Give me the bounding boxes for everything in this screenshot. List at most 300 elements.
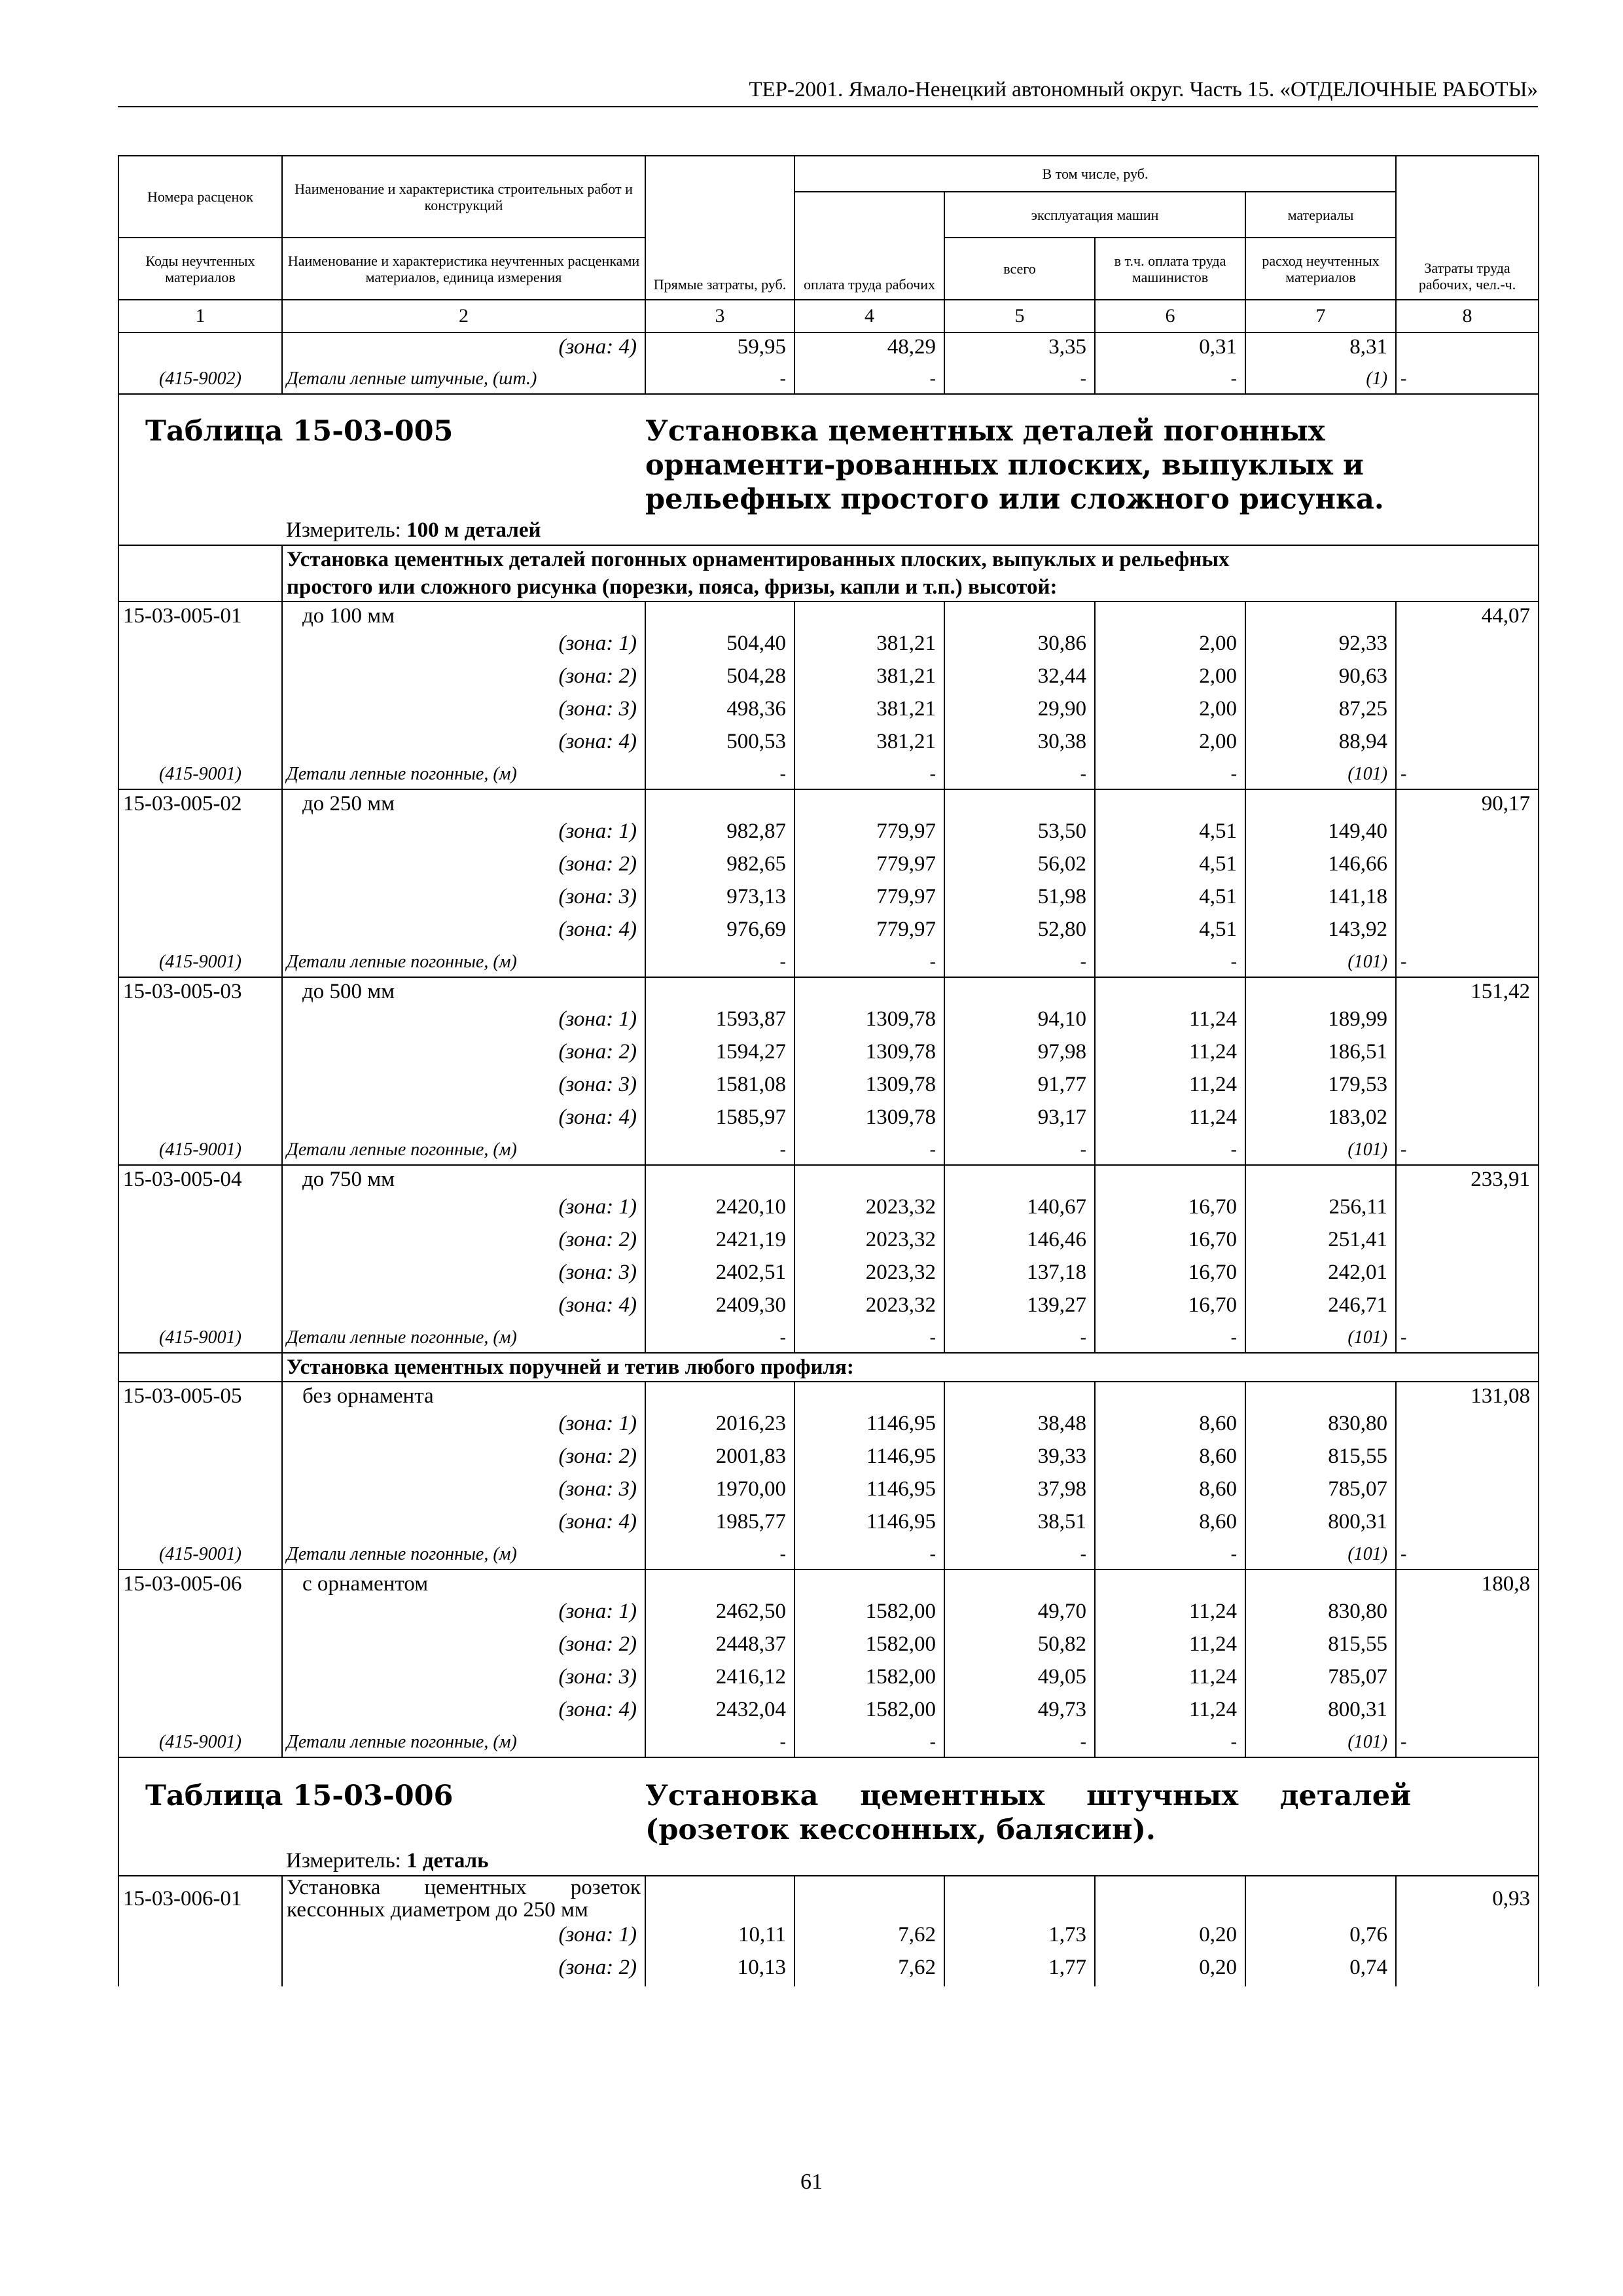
cell-operator-pay: 16,70 [1095,1226,1245,1259]
cell-direct-cost: 976,69 [645,916,794,948]
cell-operator-pay: 11,24 [1095,1038,1245,1071]
column-number: 1 [118,300,282,332]
dash: - [645,1324,794,1353]
cell-labor-pay: 1146,95 [794,1475,944,1508]
header-group: В том числе, руб. [794,156,1396,192]
cell-materials: 256,11 [1245,1193,1396,1226]
zone-row [118,1475,1539,1508]
zone-row [118,630,1539,662]
material-row [118,948,1539,977]
dash: - [645,1136,794,1165]
zone-label: (зона: 3) [282,1663,645,1696]
dash: - [794,948,944,977]
cell-operator-pay: 2,00 [1095,662,1245,695]
zone-row [118,1663,1539,1696]
cell-machines-total: 51,98 [944,883,1095,916]
cell-direct-cost: 982,65 [645,850,794,883]
cell-machines-total: 97,98 [944,1038,1095,1071]
cell-labor-pay: 1309,78 [794,1071,944,1103]
empty-cell [1396,817,1539,850]
empty-cell [1396,1005,1539,1038]
labor-hours: 233,91 [1396,1165,1539,1193]
cell-direct-cost: 2016,23 [645,1410,794,1443]
cell-direct-cost: 500,53 [645,728,794,761]
table-row [118,332,1539,365]
empty-cell [1095,1382,1245,1410]
empty-cell [944,1382,1095,1410]
material-code: (415-9001) [118,1324,282,1353]
dash: - [944,365,1095,394]
empty-cell [118,1410,282,1443]
labor-hours: 180,8 [1396,1570,1539,1598]
cell-labor-pay: 1146,95 [794,1410,944,1443]
cell-materials: 800,31 [1245,1508,1396,1541]
zone-row [118,1696,1539,1729]
cell-machines-total: 1,77 [944,1954,1095,1986]
meter-value: 1 деталь [406,1849,489,1873]
zone-label: (зона: 1) [282,630,645,662]
dash: - [645,1729,794,1757]
dash: - [794,1136,944,1165]
rate-name: до 100 мм [282,601,645,630]
cell-operator-pay: 4,51 [1095,883,1245,916]
zone-label: (зона: 4) [282,1103,645,1136]
empty-cell [118,1005,282,1038]
table-title: Установка цементных штучных деталей (розеток кессонных, балясин). [645,1780,1411,1846]
zone-label: (зона: 3) [282,1475,645,1508]
zone-row [118,850,1539,883]
zone-label: (зона: 4) [282,1291,645,1324]
cell-operator-pay: 11,24 [1095,1005,1245,1038]
dash: - [645,365,794,394]
cell-operator-pay: 2,00 [1095,630,1245,662]
zone-label: (зона: 1) [282,1598,645,1630]
cell-materials: 800,31 [1245,1696,1396,1729]
empty-cell [645,1382,794,1410]
header-col7: расход неучтенных материалов [1245,238,1396,300]
cell-materials: 785,07 [1245,1475,1396,1508]
dash: - [645,1541,794,1570]
empty-cell [1396,1508,1539,1541]
cell-machines-total: 37,98 [944,1475,1095,1508]
cell-materials: 141,18 [1245,883,1396,916]
cell-labor-pay: 2023,32 [794,1259,944,1291]
cell-materials: 88,94 [1245,728,1396,761]
empty-cell [1396,1226,1539,1259]
zone-label: (зона: 2) [282,1443,645,1475]
cell-direct-cost: 2421,19 [645,1226,794,1259]
zone-row [118,1291,1539,1324]
dash: - [944,1136,1095,1165]
meter-value: 100 м деталей [406,518,541,542]
cell-machines-total: 38,48 [944,1410,1095,1443]
empty-cell [118,1954,282,1986]
empty-cell [1245,601,1396,630]
zone-label: (зона: 2) [282,1038,645,1071]
table-row [118,1382,1539,1410]
dash: - [1396,365,1539,394]
zone-row [118,1921,1539,1954]
empty-cell [1396,1921,1539,1954]
material-qty: (101) [1245,1136,1396,1165]
cell-direct-cost: 1985,77 [645,1508,794,1541]
empty-cell [1396,662,1539,695]
zone-label: (зона: 4) [282,1508,645,1541]
dash: - [645,948,794,977]
empty-cell [118,1103,282,1136]
material-qty: (101) [1245,1729,1396,1757]
cell-operator-pay: 8,60 [1095,1508,1245,1541]
cell-labor-pay: 1146,95 [794,1443,944,1475]
rate-code: 15-03-005-04 [118,1165,282,1193]
empty-cell [944,1165,1095,1193]
empty-cell [944,977,1095,1005]
cell-operator-pay: 11,24 [1095,1663,1245,1696]
zone-row [118,1038,1539,1071]
section-heading: Установка цементных деталей погонных орнаментированных плоских, выпуклых и рельефных простого или сложного рисунка (порезки, пояса, фризы, капли и т.п.) высотой: [282,545,1396,601]
cell-labor-pay: 381,21 [794,728,944,761]
header-col1-bottom: Коды неучтенных материалов [118,238,282,300]
table-title: Установка цементных деталей погонных орнаменти-рованных плоских, выпуклых и рельефных простого или сложного рисунка. [645,415,1384,516]
cell-direct-cost: 1581,08 [645,1071,794,1103]
empty-cell [794,601,944,630]
empty-cell [118,695,282,728]
cell-materials: 830,80 [1245,1598,1396,1630]
empty-cell [1245,977,1396,1005]
column-number: 3 [645,300,794,332]
material-row [118,761,1539,789]
dash: - [1095,1541,1245,1570]
cell-labor-pay: 7,62 [794,1921,944,1954]
dash: - [944,1729,1095,1757]
empty-cell [794,1165,944,1193]
empty-cell [1245,1570,1396,1598]
cell-direct-cost: 2402,51 [645,1259,794,1291]
cell-materials: 815,55 [1245,1443,1396,1475]
cell-direct-cost: 973,13 [645,883,794,916]
empty-cell [1396,1071,1539,1103]
table-number: Таблица 15-03-006 [145,1780,454,1812]
cell-machines-total: 140,67 [944,1193,1095,1226]
dash: - [1396,948,1539,977]
cell-labor-pay: 779,97 [794,850,944,883]
material-code: (415-9002) [118,365,282,394]
cell-direct-cost: 2001,83 [645,1443,794,1475]
zone-label: (зона: 3) [282,1259,645,1291]
zone-row [118,1193,1539,1226]
cell-materials: 186,51 [1245,1038,1396,1071]
cell-machines-total: 52,80 [944,916,1095,948]
material-qty: (101) [1245,761,1396,789]
zone-label: (зона: 3) [282,695,645,728]
table-row [118,1570,1539,1598]
empty-cell [118,728,282,761]
empty-cell [118,1193,282,1226]
cell-machines-total: 49,05 [944,1663,1095,1696]
cell-machines-total: 30,86 [944,630,1095,662]
cell-machines-total: 49,73 [944,1696,1095,1729]
empty-cell [1396,1954,1539,1986]
cell-operator-pay: 11,24 [1095,1630,1245,1663]
cell-direct-cost: 1970,00 [645,1475,794,1508]
empty-cell [1396,1475,1539,1508]
meter-label: Измеритель: [286,1849,401,1873]
dash: - [1396,1324,1539,1353]
zone-row [118,817,1539,850]
dash: - [645,761,794,789]
cell-direct-cost: 1594,27 [645,1038,794,1071]
empty-cell [1396,1630,1539,1663]
zone-row [118,1103,1539,1136]
material-qty: (1) [1245,365,1396,394]
empty-cell [118,1291,282,1324]
cell-operator-pay: 11,24 [1095,1598,1245,1630]
cell-labor-pay: 779,97 [794,916,944,948]
running-header: ТЕР-2001. Ямало-Ненецкий автономный округ. Часть 15. «ОТДЕЛОЧНЫЕ РАБОТЫ» [118,73,1538,107]
rate-code: 15-03-006-01 [118,1876,282,1921]
zone-label: (зона: 3) [282,1071,645,1103]
cell-materials: 179,53 [1245,1071,1396,1103]
rate-code: 15-03-005-05 [118,1382,282,1410]
cell-materials: 785,07 [1245,1663,1396,1696]
empty-cell [118,1071,282,1103]
empty-cell [118,916,282,948]
cell-labor-pay: 1309,78 [794,1038,944,1071]
dash: - [1396,1136,1539,1165]
cell-machines-total: 49,70 [944,1598,1095,1630]
zone-row [118,1226,1539,1259]
cell-labor-pay: 48,29 [794,332,944,365]
cell-machines-total: 38,51 [944,1508,1095,1541]
material-qty: (101) [1245,948,1396,977]
rate-code: 15-03-005-02 [118,789,282,817]
cell-direct-cost: 982,87 [645,817,794,850]
zone-label: (зона: 1) [282,1005,645,1038]
cell-machines-total: 29,90 [944,695,1095,728]
cell-direct-cost: 2432,04 [645,1696,794,1729]
cell-operator-pay: 2,00 [1095,695,1245,728]
empty-cell [118,883,282,916]
zone-label: (зона: 2) [282,1630,645,1663]
cell-materials: 242,01 [1245,1259,1396,1291]
dash: - [794,1729,944,1757]
labor-hours: 151,42 [1396,977,1539,1005]
cell-machines-total: 146,46 [944,1226,1095,1259]
cell-materials: 0,76 [1245,1921,1396,1954]
cell-labor-pay: 2023,32 [794,1226,944,1259]
empty-cell [1396,1259,1539,1291]
cell-materials: 246,71 [1245,1291,1396,1324]
material-qty: (101) [1245,1541,1396,1570]
section-heading: Установка цементных поручней и тетив любого профиля: [282,1353,1396,1382]
dash: - [1095,365,1245,394]
header-col4: оплата труда рабочих [794,192,944,300]
empty-cell [1245,789,1396,817]
cell-operator-pay: 0,20 [1095,1921,1245,1954]
empty-cell [1396,883,1539,916]
cell-direct-cost: 1593,87 [645,1005,794,1038]
empty-cell [118,1443,282,1475]
cell-materials: 189,99 [1245,1005,1396,1038]
header-col2-top: Наименование и характеристика строительных работ и конструкций [282,156,645,238]
cell-materials: 92,33 [1245,630,1396,662]
cell-materials: 143,92 [1245,916,1396,948]
cell-materials: 146,66 [1245,850,1396,883]
cell-direct-cost: 1585,97 [645,1103,794,1136]
zone-label: (зона: 2) [282,1954,645,1986]
empty-cell [1396,1696,1539,1729]
dash: - [1095,761,1245,789]
cell-materials: 8,31 [1245,332,1396,365]
empty-cell [118,1038,282,1071]
empty-cell [1095,789,1245,817]
empty-cell [118,1598,282,1630]
empty-cell [944,1570,1095,1598]
dash: - [794,365,944,394]
cell-labor-pay: 779,97 [794,817,944,850]
cell-operator-pay: 4,51 [1095,850,1245,883]
dash: - [794,1541,944,1570]
rate-code: 15-03-005-06 [118,1570,282,1598]
material-code: (415-9001) [118,1729,282,1757]
dash: - [1396,1729,1539,1757]
table-row [118,1876,1539,1921]
zone-label: (зона: 1) [282,1193,645,1226]
empty-cell [1396,1410,1539,1443]
empty-cell [1396,1038,1539,1071]
rate-name: до 500 мм [282,977,645,1005]
cell-materials: 149,40 [1245,817,1396,850]
cell-direct-cost: 2448,37 [645,1630,794,1663]
cell-operator-pay: 11,24 [1095,1071,1245,1103]
cell-labor-pay: 1309,78 [794,1103,944,1136]
cell-labor-pay: 1582,00 [794,1696,944,1729]
dash: - [1095,1136,1245,1165]
material-qty: (101) [1245,1324,1396,1353]
empty-cell [118,1475,282,1508]
empty-cell [944,601,1095,630]
cell-direct-cost: 10,11 [645,1921,794,1954]
dash: - [1396,761,1539,789]
empty-cell [1396,1103,1539,1136]
cell-machines-total: 139,27 [944,1291,1095,1324]
zone-row [118,1071,1539,1103]
cell-direct-cost: 504,40 [645,630,794,662]
dash: - [1396,1541,1539,1570]
empty-cell [794,789,944,817]
cell-direct-cost: 2462,50 [645,1598,794,1630]
cell-machines-total: 137,18 [944,1259,1095,1291]
dash: - [944,761,1095,789]
labor-hours: 0,93 [1396,1876,1539,1921]
cell-materials: 815,55 [1245,1630,1396,1663]
zone-label: (зона: 1) [282,817,645,850]
zone-row [118,1005,1539,1038]
column-number: 2 [282,300,645,332]
header-col8: Затраты труда рабочих, чел.-ч. [1396,156,1539,300]
meter-line [282,516,1396,545]
rate-code: 15-03-005-03 [118,977,282,1005]
empty-cell [118,1663,282,1696]
rate-name: до 750 мм [282,1165,645,1193]
header-col3: Прямые затраты, руб. [645,156,794,300]
cell-materials: 830,80 [1245,1410,1396,1443]
cell-labor-pay: 1582,00 [794,1663,944,1696]
header-materials: материалы [1245,192,1396,238]
material-row [118,1324,1539,1353]
zone-row [118,1259,1539,1291]
cell-operator-pay: 16,70 [1095,1291,1245,1324]
material-name: Детали лепные погонные, (м) [282,948,645,977]
zone-label: (зона: 4) [282,916,645,948]
labor-hours: 90,17 [1396,789,1539,817]
empty-cell [1396,695,1539,728]
cell-labor-pay: 1309,78 [794,1005,944,1038]
zone-label: (зона: 2) [282,850,645,883]
zone-row [118,1443,1539,1475]
meter-line [282,1847,1396,1876]
material-name: Детали лепные погонные, (м) [282,761,645,789]
empty-cell [1095,601,1245,630]
cell-direct-cost: 498,36 [645,695,794,728]
cell-labor-pay: 2023,32 [794,1193,944,1226]
empty-cell [1396,1291,1539,1324]
empty-cell [118,817,282,850]
empty-cell [1396,1443,1539,1475]
cell-labor-pay: 381,21 [794,630,944,662]
zone-label: (зона: 2) [282,1226,645,1259]
rate-code: 15-03-005-01 [118,601,282,630]
cell-operator-pay: 4,51 [1095,817,1245,850]
zone-label: (зона: 1) [282,1410,645,1443]
empty-cell [1396,1598,1539,1630]
cell-operator-pay: 0,31 [1095,332,1245,365]
material-row [118,1136,1539,1165]
empty-cell [645,1570,794,1598]
empty-cell [944,789,1095,817]
cell-machines-total: 53,50 [944,817,1095,850]
header-col5: всего [944,238,1095,300]
material-row [118,1541,1539,1570]
zone-label: (зона: 4) [282,332,645,365]
cell-labor-pay: 1582,00 [794,1598,944,1630]
dash: - [1095,948,1245,977]
cell-operator-pay: 16,70 [1095,1259,1245,1291]
cell-operator-pay: 11,24 [1095,1103,1245,1136]
rate-name: Установка цементных розеток кессонных диаметром до 250 мм [282,1876,645,1921]
dash: - [944,1541,1095,1570]
empty-cell [1095,1165,1245,1193]
empty-cell [118,1921,282,1954]
zone-label: (зона: 4) [282,728,645,761]
zone-label: (зона: 1) [282,1921,645,1954]
cell-machines-total: 94,10 [944,1005,1095,1038]
empty-cell [1095,977,1245,1005]
zone-row [118,916,1539,948]
header-machines: эксплуатация машин [944,192,1245,238]
table-row [118,601,1539,630]
cell-labor-pay: 7,62 [794,1954,944,1986]
cell-materials: 251,41 [1245,1226,1396,1259]
page-number: 61 [800,2170,823,2194]
cell-machines-total: 91,77 [944,1071,1095,1103]
material-row [118,365,1539,394]
zone-row [118,695,1539,728]
empty-cell [645,1165,794,1193]
material-code: (415-9001) [118,1136,282,1165]
rate-name: с орнаментом [282,1570,645,1598]
zone-label: (зона: 4) [282,1696,645,1729]
